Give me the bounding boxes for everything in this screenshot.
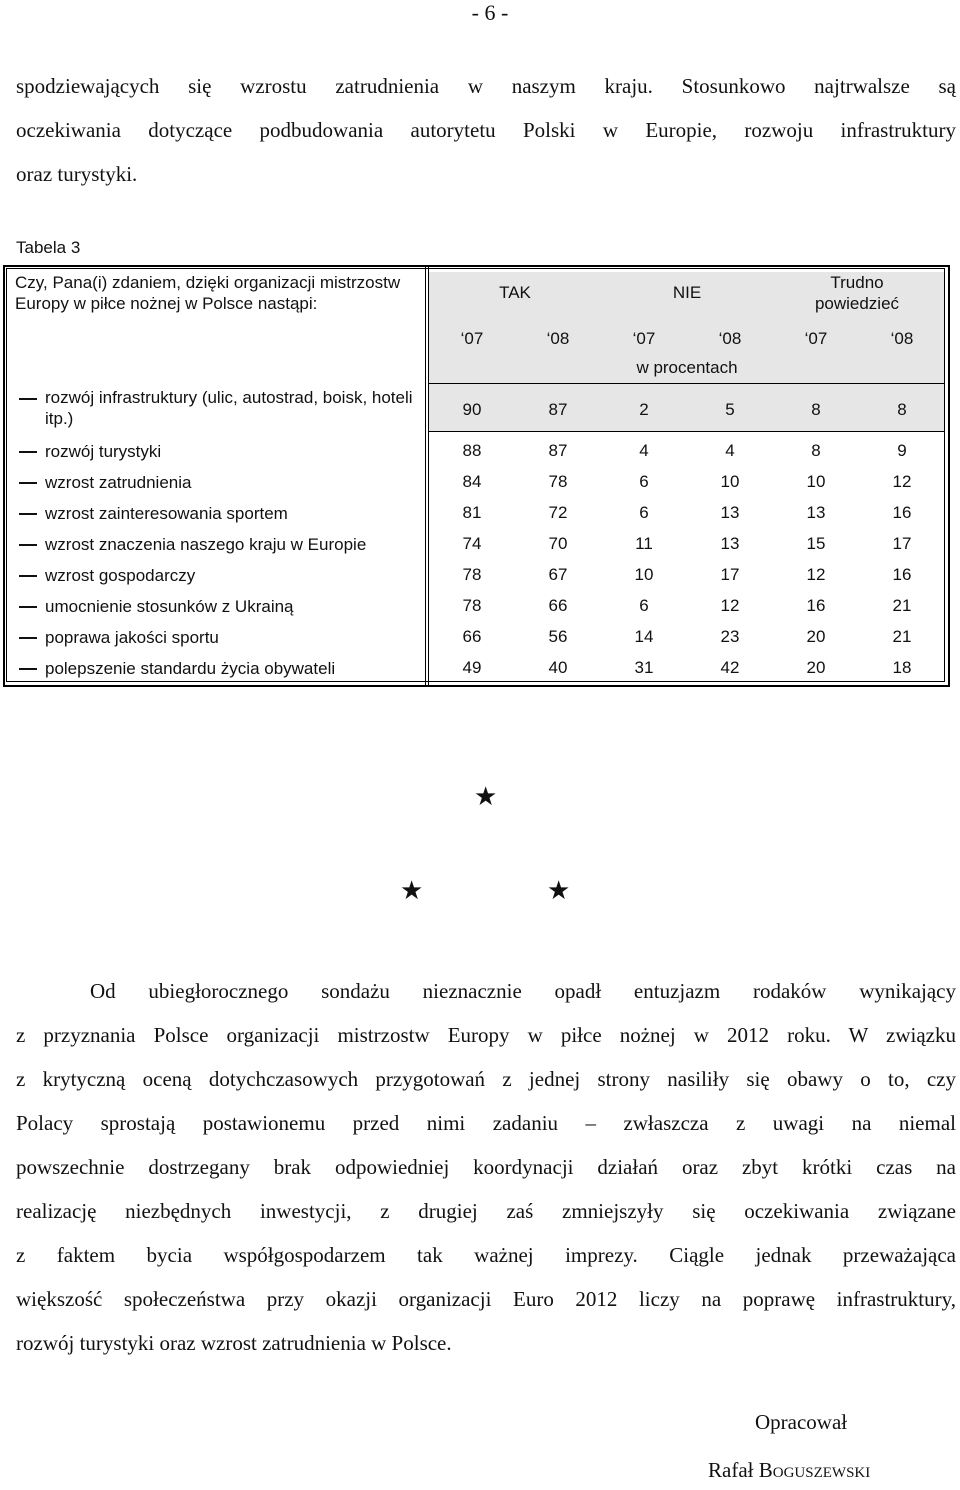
row-bullet [19, 398, 37, 400]
table-cell: 6 [639, 472, 649, 491]
row-bullet [19, 637, 37, 639]
row-label: wzrost zainteresowania sportem [45, 504, 288, 523]
table-cell: 4 [725, 441, 735, 460]
closing-line: z faktem bycia współgospodarzem tak ważnej imprezy. Ciągle jednak przeważająca [16, 1243, 956, 1267]
survey-table [3, 265, 950, 687]
table-cell: 78 [462, 565, 482, 584]
row-label: umocnienie stosunków z Ukrainą [45, 597, 294, 616]
separator-star: ★ [474, 782, 498, 811]
table-cell: 6 [639, 503, 649, 522]
row-label: poprawa jakości sportu [45, 628, 219, 647]
closing-line: realizację niezbędnych inwestycji, z drugiej zaś zmniejszyły się oczekiwania związane [16, 1199, 956, 1223]
row-bullet [19, 668, 37, 670]
row-bullet [19, 575, 37, 577]
table-cell: 12 [892, 472, 912, 491]
closing-line: z przyznania Polsce organizacji mistrzostw Europy w piłce nożnej w 2012 roku. W związku [16, 1023, 956, 1047]
separator-star: ★ [400, 876, 424, 905]
table-cell: 10 [634, 565, 654, 584]
year-header: ‘07 [632, 329, 656, 348]
table-cell: 31 [634, 658, 654, 677]
row-bullet [19, 606, 37, 608]
table-cell: 8 [897, 400, 907, 419]
table-cell: 40 [548, 658, 568, 677]
closing-line: powszechnie dostrzegany brak odpowiedniej koordynacji działań oraz zbyt krótki czas na [16, 1155, 956, 1179]
table-cell: 16 [892, 503, 912, 522]
table-cell: 17 [892, 534, 912, 553]
table-cell: 72 [548, 503, 568, 522]
table-cell: 90 [462, 400, 482, 419]
year-header: ‘07 [804, 329, 828, 348]
row-label: polepszenie standardu życia obywateli [45, 659, 336, 678]
table-cell: 42 [720, 658, 740, 677]
table-cell: 10 [720, 472, 740, 491]
group-header-nie: NIE [672, 283, 702, 302]
table-cell: 87 [548, 400, 568, 419]
year-header: ‘08 [890, 329, 914, 348]
closing-line: większość społeczeństwa przy okazji organizacji Euro 2012 liczy na poprawę infrastruktury, [16, 1287, 956, 1311]
row-label: wzrost znaczenia naszego kraju w Europie [45, 535, 367, 554]
intro-line: oczekiwania dotyczące podbudowania autorytetu Polski w Europie, rozwoju infrastruktury [16, 118, 956, 142]
row-label: wzrost zatrudnienia [45, 473, 192, 492]
signature-prepared-by: Opracował [755, 1410, 848, 1434]
table-cell: 78 [548, 472, 568, 491]
table-cell: 17 [720, 565, 740, 584]
row-bullet [19, 451, 37, 453]
table-caption: Tabela 3 [16, 238, 81, 257]
table-cell: 21 [892, 596, 912, 615]
table-cell: 70 [548, 534, 568, 553]
table-cell: 49 [462, 658, 482, 677]
table-cell: 4 [639, 441, 649, 460]
table-cell: 16 [806, 596, 826, 615]
table-cell: 13 [720, 503, 740, 522]
year-header: ‘08 [718, 329, 742, 348]
row-divider [429, 383, 945, 384]
closing-paragraph [16, 969, 956, 1365]
group-header-tak: TAK [499, 283, 531, 302]
table-cell: 56 [548, 627, 568, 646]
table-cell: 6 [639, 596, 649, 615]
table-cell: 20 [806, 627, 826, 646]
year-header: ‘08 [546, 329, 570, 348]
column-divider [425, 265, 426, 685]
intro-paragraph [16, 64, 956, 196]
table-cell: 10 [806, 472, 826, 491]
table-cell: 87 [548, 441, 568, 460]
table-cell: 74 [462, 534, 482, 553]
signature-name [708, 1458, 870, 1483]
author-surname: Boguszewski [758, 1458, 871, 1482]
row-divider [429, 431, 945, 432]
year-header: ‘07 [460, 329, 484, 348]
table-cell: 11 [635, 534, 653, 553]
unit-label: w procentach [636, 358, 738, 377]
table-cell: 5 [725, 400, 735, 419]
table-cell: 21 [892, 627, 912, 646]
table-cell: 18 [892, 658, 912, 677]
closing-line: Polacy sprostają postawionemu przed nimi zadaniu – zwłaszcza z uwagi na niemal [16, 1111, 956, 1135]
table-cell: 8 [811, 400, 821, 419]
group-header-trudno: Trudno powiedzieć [814, 273, 900, 313]
table-cell: 16 [892, 565, 912, 584]
table-cell: 88 [462, 441, 482, 460]
row-label: wzrost gospodarczy [45, 566, 196, 585]
page-number: - 6 - [471, 0, 509, 25]
closing-line: z krytyczną oceną dotychczasowych przygotowań z jednej strony nasiliły się obawy o to, czy [16, 1067, 956, 1091]
table-cell: 84 [462, 472, 482, 491]
closing-line: rozwój turystyki oraz wzrost zatrudnienia w Polsce. [16, 1331, 452, 1355]
table-cell: 2 [639, 400, 649, 419]
table-cell: 15 [806, 534, 826, 553]
table-cell: 20 [806, 658, 826, 677]
table-cell: 12 [806, 565, 826, 584]
table-cell: 23 [720, 627, 740, 646]
intro-line: spodziewających się wzrostu zatrudnienia w naszym kraju. Stosunkowo najtrwalsze są [16, 74, 956, 98]
table-cell: 81 [462, 503, 482, 522]
table-cell: 8 [811, 441, 821, 460]
author-first-name: Rafał [708, 1458, 754, 1482]
row-label: rozwój turystyki [45, 442, 162, 461]
table-cell: 67 [548, 565, 568, 584]
table-cell: 9 [897, 441, 907, 460]
survey-question: Czy, Pana(i) zdaniem, dzięki organizacji mistrzostw Europy w piłce nożnej w Polsce nastąpi: [15, 273, 401, 313]
intro-line: oraz turystyki. [16, 162, 138, 186]
table-cell: 78 [462, 596, 482, 615]
table-cell: 66 [462, 627, 482, 646]
table-cell: 12 [720, 596, 740, 615]
row-bullet [19, 482, 37, 484]
separator-star: ★ [547, 876, 571, 905]
table-cell: 13 [720, 534, 740, 553]
closing-line: Od ubiegłorocznego sondażu nieznacznie opadł entuzjazm rodaków wynikający [90, 979, 956, 1003]
row-bullet [19, 513, 37, 515]
row-bullet [19, 544, 37, 546]
table-cell: 13 [806, 503, 826, 522]
table-cell: 14 [634, 627, 654, 646]
row-label: rozwój infrastruktury (ulic, autostrad, boisk, hoteli itp.) [45, 388, 413, 428]
table-cell: 66 [548, 596, 568, 615]
